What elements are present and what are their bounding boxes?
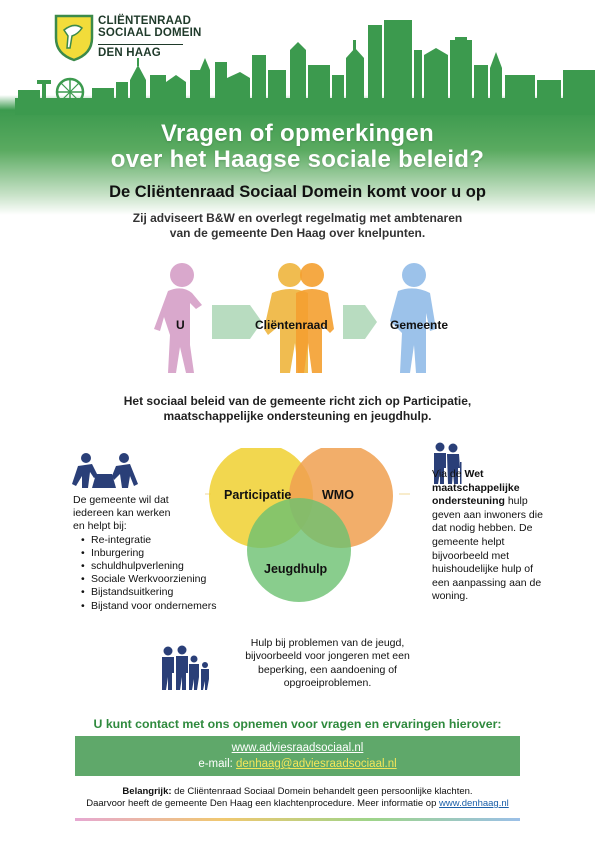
footer-divider xyxy=(75,818,520,821)
venn-diagram xyxy=(205,448,410,603)
policy-text xyxy=(110,394,485,424)
list-item: • Bijstand voor ondernemers xyxy=(83,600,223,613)
jeugdhulp-text: Hulp bij problemen van de jeugd, bijvoorbeeld voor jongeren met een beperking, een aandoening of opgroeiproblemen. xyxy=(245,637,410,689)
note-line-1: de Cliëntenraad Sociaal Domein behandelt geen persoonlijke klachten. xyxy=(171,786,473,797)
footer-note xyxy=(60,786,535,810)
wmo-text-bold: Wet maatschappelijke ondersteuning xyxy=(432,468,520,508)
venn-circle-jeugdhulp xyxy=(247,498,351,602)
title-line-2: over het Haagse sociale beleid? xyxy=(110,146,485,173)
intro-text xyxy=(100,211,495,241)
venn-label-participatie: Participatie xyxy=(224,488,292,502)
flow-diagram xyxy=(140,255,460,375)
email-label: e-mail: xyxy=(198,758,237,770)
flow-label-gemeente: Gemeente xyxy=(390,318,449,332)
policy-line-2: maatschappelijke ondersteuning en jeugdhulp. xyxy=(163,409,432,423)
participatie-intro: De gemeente wil dat iedereen kan werken en helpt bij: xyxy=(73,494,171,533)
list-item: • Inburgering xyxy=(83,547,223,560)
logo-line-2: SOCIAAL DOMEIN xyxy=(98,27,202,39)
contact-question: U kunt contact met ons opnemen voor vragen en ervaringen hierover: xyxy=(93,717,502,731)
note-bold: Belangrijk: xyxy=(122,786,172,797)
wmo-text xyxy=(432,468,547,604)
arrow-2-icon xyxy=(343,305,377,339)
intro-line-1: Zij adviseert B&W en overlegt regelmatig met ambtenaren xyxy=(132,211,463,225)
list-item: • Sociale Werkvoorziening xyxy=(83,573,223,586)
intro-line-2: van de gemeente Den Haag over knelpunten. xyxy=(169,226,426,240)
email-link[interactable]: denhaag@adviesraadsociaal.nl xyxy=(236,758,397,770)
title-line-1: Vragen of opmerkingen xyxy=(160,120,435,147)
list-item: • Re-integratie xyxy=(83,534,223,547)
website-link[interactable]: www.adviesraadsociaal.nl xyxy=(231,742,364,754)
wmo-text-post: hulp geven aan inwoners die dat nodig hebben. De gemeente helpt bijvoorbeeld met huishoudelijke hulp of een aanpassing aan de woning. xyxy=(432,495,543,603)
list-item: • schuldhulpverlening xyxy=(83,560,223,573)
wmo-text-pre: Via de xyxy=(432,468,465,480)
subtitle: De Cliëntenraad Sociaal Domein komt voor u op xyxy=(109,183,486,201)
flow-label-raad: Cliëntenraad xyxy=(255,318,328,332)
logo-text xyxy=(98,15,202,59)
family-icon xyxy=(160,645,212,690)
participatie-text xyxy=(73,494,223,613)
workers-icon xyxy=(72,452,140,490)
logo-emblem xyxy=(52,12,98,62)
venn-label-wmo: WMO xyxy=(322,488,354,502)
venn-label-jeugdhulp: Jeugdhulp xyxy=(264,562,328,576)
list-item: • Bijstandsuitkering xyxy=(83,586,223,599)
note-line-2: Daarvoor heeft de gemeente Den Haag een klachtenprocedure. Meer informatie op xyxy=(86,798,440,809)
logo-line-3: DEN HAAG xyxy=(98,44,183,59)
contact-box xyxy=(75,736,520,776)
policy-line-1: Het sociaal beleid van de gemeente richt zich op Participatie, xyxy=(123,394,472,408)
page-title xyxy=(0,121,595,173)
participatie-list xyxy=(73,534,223,613)
denhaag-link[interactable]: www.denhaag.nl xyxy=(439,798,509,809)
logo-line-1: CLIËNTENRAAD xyxy=(98,15,192,27)
flow-label-u: U xyxy=(176,318,185,332)
